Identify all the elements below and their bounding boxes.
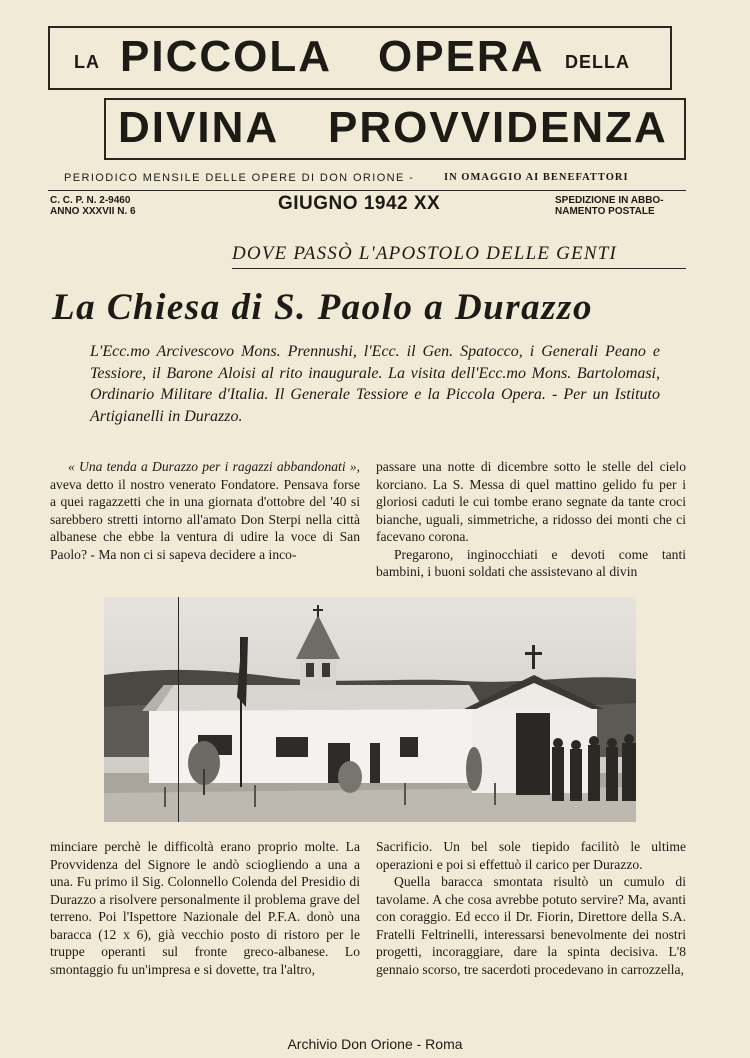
window: [400, 737, 418, 757]
column-2: [376, 458, 686, 581]
column-1: [50, 458, 360, 563]
periodico-line: PERIODICO MENSILE DELLE OPERE DI DON ORIONE -: [64, 172, 415, 184]
bell-tower: [300, 657, 336, 691]
shipping-line-2: NAMENTO POSTALE: [555, 206, 655, 217]
masthead-la: LA: [74, 52, 100, 72]
shipping-line-1: SPEDIZIONE IN ABBO-: [555, 195, 664, 206]
column-4-para-2: Quella baracca smontata risultò un cumulo di tavolame. A che cosa avrebbe potuto servire? Ma, avanti con coraggio. Ed ecco il Dr. Fiorin, Direttore della S.A. Fratelli Feltrinelli, interessarsi benevolmente dei nostri progetti, incoraggiare, dare la spinta decisiva. L'8 gennaio scorso, tre sacerdoti procedevano in carrozzella,: [376, 874, 686, 977]
ccp-number: C. C. P. N. 2-9460: [50, 195, 131, 206]
door: [370, 743, 380, 783]
postal-account: [50, 195, 136, 217]
omaggio-line: IN OMAGGIO AI BENEFATTORI: [444, 172, 629, 183]
kicker-rule: [232, 268, 686, 269]
article-headline: La Chiesa di S. Paolo a Durazzo: [52, 287, 593, 328]
column-3: [50, 838, 360, 978]
article-kicker: DOVE PASSÒ L'APOSTOLO DELLE GENTI: [232, 243, 617, 264]
column-1-text: aveva detto il nostro venerato Fondatore. Pensava forse a quei ragazzetti che in una giornata d'ottobre del '40 si sarebbero stretti intorno all'amato Don Sterpi nella città albanese che ebbe la ventura di udire la voce di San Paolo? - Ma non ci si sapeva decidere a inco-: [50, 476, 360, 562]
tree: [338, 761, 362, 793]
column-3-text: minciare perchè le difficoltà erano proprio molte. La Provvidenza del Signore le andò sciogliendo a una a una. Fu primo il Sig. Colonnello Colenda del Presidio di Durazzo a risolvere personalmente il problema grave del terreno. Poi l'Ispettore Nazionale del P.F.A. donò una baracca (12 x 6), già vecchio posto di ristoro per le truppe operanti sul fronte greco-albanese. Lo smontaggio fu un'impresa e si dovette, tra l'altro,: [50, 839, 360, 977]
masthead-provvidenza: PROVVIDENZA: [328, 103, 668, 152]
shipping-note: [555, 195, 687, 217]
cross: [532, 645, 535, 669]
column-4-para-1: Sacrificio. Un bel sole tiepido facilitò le ultime operazioni e poi si effettuò il carico per Durazzo.: [376, 839, 686, 872]
window: [276, 737, 308, 757]
article-subhead: L'Ecc.mo Arcivescovo Mons. Prennushi, l'Ecc. il Gen. Spatocco, i Generali Peano e Tessiore, il Barone Aloisi al rito inaugurale. La visita dell'Ecc.mo Mons. Bartolomasi, Ordinario Militare d'Italia. Il Generale Tessiore e la Piccola Opera. - Per un Istituto Artigianelli in Durazzo.: [90, 343, 660, 425]
archive-footer: Archivio Don Orione - Roma: [287, 1036, 463, 1052]
masthead-piccola: PICCOLA: [120, 32, 332, 81]
column-2-para-2: Pregarono, inginocchiati e devoti come tanti bambini, i buoni soldati che assistevano al divin: [376, 546, 686, 579]
masthead-della: DELLA: [565, 52, 630, 72]
column-2-para-1: passare una notte di dicembre sotto le stelle del cielo korciano. La S. Messa di quel mattino gelido fu per i gloriosi caduti le cui tombe erano segnate da tante croci bianche, uguali, simmetriche, a ridosso dei monti che ci facevano corona.: [376, 459, 686, 544]
church-photo: [104, 597, 636, 822]
issue-year: ANNO XXXVII N. 6: [50, 206, 136, 217]
masthead-divina: DIVINA: [118, 103, 280, 152]
church-door: [516, 713, 550, 795]
column-4: [376, 838, 686, 978]
tree: [466, 747, 482, 791]
masthead-rule: [48, 190, 686, 191]
masthead-opera: OPERA: [378, 32, 545, 81]
founder-quote: « Una tenda a Durazzo per i ragazzi abbandonati »,: [68, 459, 360, 474]
issue-date: GIUGNO 1942 XX: [278, 193, 441, 214]
